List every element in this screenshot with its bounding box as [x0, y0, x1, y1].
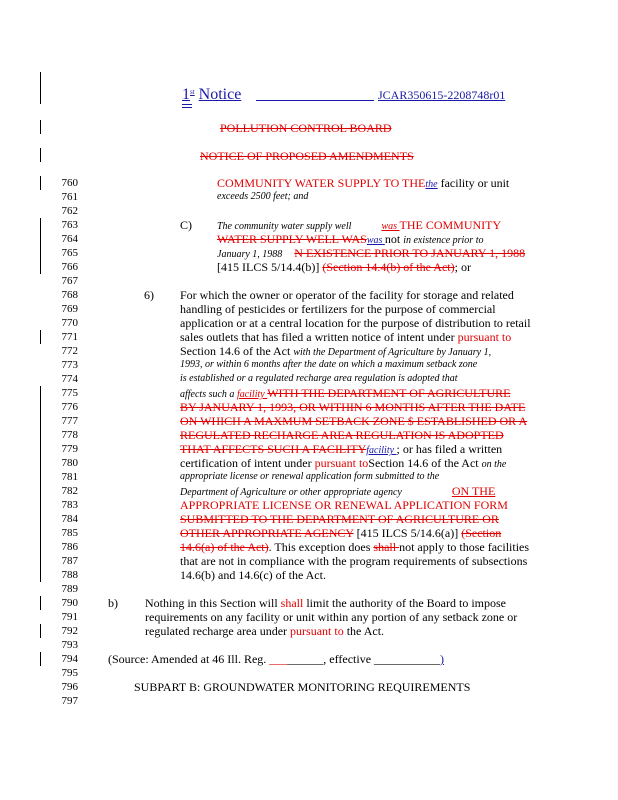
body-text: with the Department of Agriculture by January 1,	[293, 347, 492, 358]
inserted-text: THE COMMUNITY	[399, 218, 502, 232]
line-number: 768	[61, 289, 78, 301]
deleted-text: THAT AFFECTS SUCH A FACILITY	[180, 442, 367, 456]
line-769: handling of pesticides or fertilizers for the purpose of commercial	[180, 302, 496, 316]
deleted-marker: )	[440, 652, 445, 666]
change-bar	[40, 72, 41, 104]
line-778: REGULATED RECHARGE AREA REGULATION IS ADOPTED	[180, 428, 504, 442]
line-number: 793	[61, 639, 78, 651]
line-number: 774	[61, 373, 78, 385]
line-number: 760	[61, 177, 78, 189]
inserted-text: pursuant to	[457, 330, 512, 344]
line-number: 778	[61, 429, 78, 441]
citation: [415 ILCS 5/14.6(a)]	[353, 526, 462, 540]
line-784: SUBMITTED TO THE DEPARTMENT OF AGRICULTURE OR	[180, 512, 499, 526]
line-786	[180, 540, 529, 554]
deleted-text: OTHER APPROPRIATE AGENCY	[180, 526, 354, 540]
body-text: regulated recharge area under	[145, 624, 291, 638]
change-bar	[40, 120, 41, 134]
line-777: ON WHICH A MAXMUM SETBACK ZONE $ ESTABLISHED OR A	[180, 414, 528, 428]
line-number: 784	[61, 513, 78, 525]
body-text: sales outlets that has filed a written notice of intent under	[180, 330, 458, 344]
line-number: 791	[61, 611, 78, 623]
body-text: on the	[481, 459, 507, 470]
body-text: Nothing in this Section will	[145, 596, 281, 610]
line-790	[145, 596, 506, 610]
change-bar	[40, 218, 41, 274]
change-bar	[40, 624, 41, 638]
line-number: 781	[61, 471, 78, 483]
line-787: that are not in compliance with the program requirements of subsections	[180, 554, 528, 568]
inserted-text: pursuant to	[290, 624, 344, 638]
inserted-text: pursuant to	[314, 456, 369, 470]
line-785	[180, 526, 501, 540]
body-text: Section 14.6 of the Act	[368, 456, 482, 470]
line-number: 777	[61, 415, 78, 427]
citation: [415 ILCS 5/14.4(b)]	[217, 260, 323, 274]
deleted-text: (Section	[461, 526, 502, 540]
body-text: affects such a	[180, 389, 237, 400]
line-number: 788	[61, 569, 78, 581]
line-number: 790	[61, 597, 78, 609]
body-text: not apply to those facilities	[399, 540, 530, 554]
line-number: 794	[61, 653, 78, 665]
body-text: ______, effective ___________	[287, 652, 441, 666]
line-number: 776	[61, 401, 78, 413]
change-bar	[40, 652, 41, 666]
line-number: 769	[61, 303, 78, 315]
source-note	[108, 652, 444, 666]
body-text: in existence prior to	[403, 235, 484, 246]
line-776: BY JANUARY 1, 1993, OR WITHIN 6 MONTHS AFTER THE DATE	[180, 400, 526, 414]
body-text: The community water supply well	[217, 221, 352, 232]
line-number: 786	[61, 541, 78, 553]
notice-number-suffix: st	[190, 88, 195, 96]
body-text: the Act.	[343, 624, 385, 638]
line-number: 787	[61, 555, 78, 567]
line-number: 783	[61, 499, 78, 511]
inserted-text: COMMUNITY WATER SUPPLY TO THE	[217, 176, 426, 190]
line-783: APPROPRIATE LICENSE OR RENEWAL APPLICATION FORM	[180, 498, 508, 512]
body-text: limit the authority of the Board to impose	[303, 596, 506, 610]
line-766	[217, 260, 471, 274]
line-number: 762	[61, 205, 78, 217]
line-771	[180, 330, 511, 344]
body-text: facility or unit	[437, 176, 510, 190]
body-text: . This exception does	[268, 540, 374, 554]
line-number: 780	[61, 457, 78, 469]
line-number: 767	[61, 275, 78, 287]
line-number: 766	[61, 261, 78, 273]
body-text: certification of intent under	[180, 456, 315, 470]
double-mark	[182, 104, 192, 108]
change-bar	[40, 386, 41, 582]
line-number: 779	[61, 443, 78, 455]
deleted-marker: facility	[366, 445, 397, 456]
subitem-c-label: C)	[180, 218, 192, 232]
line-number: 792	[61, 625, 78, 637]
line-number: 785	[61, 527, 78, 539]
deleted-text: WATER SUPPLY WELL WAS	[217, 232, 367, 246]
line-number: 764	[61, 233, 78, 245]
line-number: 773	[61, 359, 78, 371]
line-770: application or at a central location for the purpose of distribution to retail	[180, 316, 531, 330]
deleted-text: WITH THE DEPARTMENT OF AGRICULTURE	[267, 386, 511, 400]
deleted-text: shall	[373, 540, 400, 554]
line-number: 789	[61, 583, 78, 595]
line-791: requirements on any facility or unit within any portion of any setback zone or	[145, 610, 518, 624]
agency-title: POLLUTION CONTROL BOARD	[220, 121, 392, 135]
line-number: 772	[61, 345, 78, 357]
body-text: ; or has filed a written	[396, 442, 503, 456]
change-bar	[40, 176, 41, 190]
deleted-text: (Section 14.4(b) of the Act)	[322, 260, 455, 274]
line-768: For which the owner or operator of the facility for storage and related	[180, 288, 514, 302]
subpart-heading: SUBPART B: GROUNDWATER MONITORING REQUIREMENTS	[134, 680, 471, 694]
inserted-text: ON THE	[451, 484, 496, 498]
inserted-text: facility	[236, 389, 268, 400]
line-774: is established or a regulated recharge area regulation is adopted that	[180, 373, 458, 384]
line-761: exceeds 2500 feet; and	[217, 191, 309, 202]
body-text: January 1, 1988	[217, 249, 283, 260]
line-773: 1993, or within 6 months after the date on which a maximum setback zone	[180, 359, 478, 370]
line-number: 782	[61, 485, 78, 497]
body-text: not	[384, 232, 404, 246]
notice-header	[182, 82, 241, 105]
deleted-text: 14.6(a) of the Act)	[180, 540, 269, 554]
inserted-text: ___	[269, 652, 288, 666]
notice-number: 1	[182, 86, 190, 103]
inserted-text: was	[381, 221, 400, 232]
header-rule	[256, 100, 374, 101]
line-number: 795	[61, 667, 78, 679]
deleted-text: N EXISTENCE PRIOR TO JANUARY 1, 1988	[294, 246, 526, 260]
line-number: 770	[61, 317, 78, 329]
line-number: 796	[61, 681, 78, 693]
notice-title: Notice	[198, 86, 242, 103]
deleted-marker: the	[425, 179, 438, 190]
deleted-marker: was	[366, 235, 385, 246]
body-text: ; or	[454, 260, 471, 274]
change-bar	[40, 148, 41, 162]
line-number: 775	[61, 387, 78, 399]
line-781: appropriate license or renewal application form submitted to the	[180, 471, 440, 482]
line-number: 765	[61, 247, 78, 259]
paragraph-6-label: 6)	[144, 288, 154, 302]
line-number: 761	[61, 191, 78, 203]
line-788: 14.6(b) and 14.6(c) of the Act.	[180, 568, 326, 582]
body-text: Department of Agriculture or other appropriate agency	[180, 487, 402, 498]
line-number: 771	[61, 331, 78, 343]
notice-title-line: NOTICE OF PROPOSED AMENDMENTS	[200, 149, 414, 163]
line-792	[145, 624, 384, 638]
line-number: 797	[61, 695, 78, 707]
subsection-b-label: b)	[108, 596, 118, 610]
inserted-text: shall	[280, 596, 304, 610]
change-bar	[40, 330, 41, 344]
jcar-id: JCAR350615-2208748r01	[378, 88, 506, 102]
body-text: Section 14.6 of the Act	[180, 344, 294, 358]
line-number: 763	[61, 219, 78, 231]
change-bar	[40, 596, 41, 610]
body-text: (Source: Amended at 46 Ill. Reg.	[108, 652, 270, 666]
